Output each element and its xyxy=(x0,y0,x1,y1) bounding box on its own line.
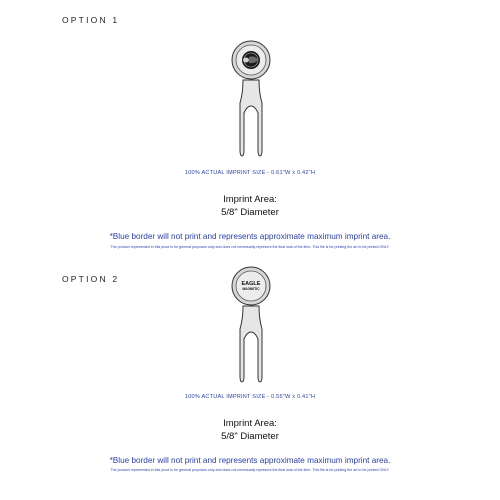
option-1-imprint-area-title: Imprint Area: xyxy=(223,194,277,205)
option-2-label: OPTION 2 xyxy=(62,274,120,284)
divot-tool-option-1 xyxy=(228,38,274,168)
option-1-imprint-area-value: 5/8" Diameter xyxy=(221,207,279,218)
round-logo-icon xyxy=(242,51,260,69)
option-1-border-note: *Blue border will not print and represents approximate maximum imprint area. xyxy=(109,232,391,241)
logo-text-line1: EAGLE xyxy=(241,281,261,287)
option-2-disclaimer: The product represented in this proof is for general purposes only and does not necessarily represent the final look of the item. This file is for printing the art to be printed ONLY. xyxy=(110,468,390,472)
option-1-disclaimer: The product represented in this proof is for general purposes only and does not necessarily represent the final look of the item. This file is for printing the art to be printed ONLY. xyxy=(110,245,390,249)
divot-tool-option-2 xyxy=(228,264,274,394)
option-1-label: OPTION 1 xyxy=(62,15,120,25)
option-1-imprint-size: 100% ACTUAL IMPRINT SIZE - 0.61"W x 0.42"H xyxy=(184,170,316,176)
option-2-border-note: *Blue border will not print and represents approximate maximum imprint area. xyxy=(109,456,391,465)
option-2-imprint-area-value: 5/8" Diameter xyxy=(221,431,279,442)
option-2-imprint-area-title: Imprint Area: xyxy=(223,418,277,429)
logo-text-line2: MAGNETIC xyxy=(242,287,260,291)
option-2-imprint-size: 100% ACTUAL IMPRINT SIZE - 0.55"W x 0.41"H xyxy=(184,394,316,400)
